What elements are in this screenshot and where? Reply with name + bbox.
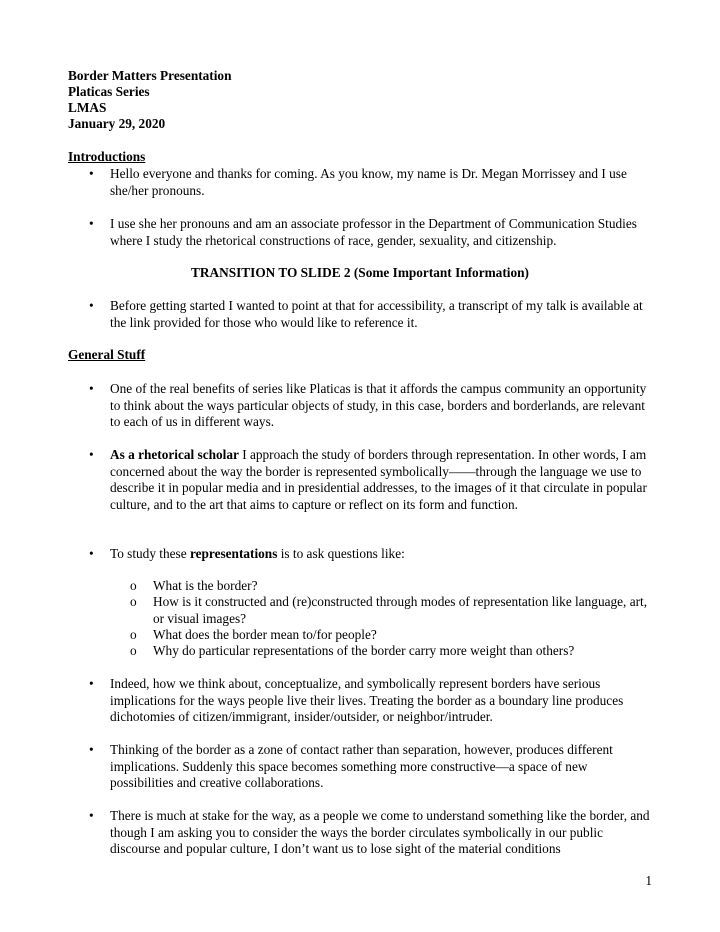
sub-item-2: How is it constructed and (re)constructed through modes of representation like language, art, or visual images? xyxy=(153,594,648,626)
bullet-glyph: • xyxy=(89,546,94,561)
bullet-glyph: • xyxy=(89,742,94,757)
general-bullet-2 xyxy=(110,447,650,513)
doc-series: Platicas Series xyxy=(68,84,150,99)
sub-bullet-glyph: o xyxy=(130,578,137,593)
sub-item-4: Why do particular representations of the border carry more weight than others? xyxy=(153,643,575,658)
bullet-glyph: • xyxy=(89,166,94,181)
general-bullet-6: There is much at stake for the way, as a people we come to understand something like the border, and though I am asking you to consider the ways the border circulates symbolically in our public discourse and popular culture, I don’t want us to lose sight of the material conditions xyxy=(110,808,650,856)
intro-bullet-1: Hello everyone and thanks for coming. As you know, my name is Dr. Megan Morrissey and I use she/her pronouns. xyxy=(110,166,627,198)
general-heading: General Stuff xyxy=(68,347,146,362)
sub-item-3: What does the border mean to/for people? xyxy=(153,627,377,642)
sub-bullet-glyph: o xyxy=(130,643,137,658)
general-bullet-5: Thinking of the border as a zone of contact rather than separation, however, produces different implications. Suddenly this space becomes something more constructive—a space of new possibilities and creative collaborations. xyxy=(110,742,613,790)
bullet-glyph: • xyxy=(89,808,94,823)
intro-bullet-3: Before getting started I wanted to point at that for accessibility, a transcript of my talk is available at the link provided for those who would like to reference it. xyxy=(110,298,643,330)
general-bullet-3 xyxy=(110,546,650,563)
doc-org: LMAS xyxy=(68,100,107,115)
page-number: 1 xyxy=(645,873,652,888)
bullet-glyph: • xyxy=(89,381,94,396)
doc-date: January 29, 2020 xyxy=(68,116,166,131)
general-bullet-3-post: is to ask questions like: xyxy=(277,546,405,561)
transition-note: TRANSITION TO SLIDE 2 (Some Important Information) xyxy=(191,265,529,280)
general-bullet-2-text: I approach the study of borders through representation. In other words, I am concerned about the way the border is represented symbolically——through the language we use to describe it in popular media and in presidential addresses, to the images of it that circulate in popular culture, and to the art that aims to capture or reflect on its form and function. xyxy=(110,447,647,512)
sub-item-1: What is the border? xyxy=(153,578,258,593)
bullet-glyph: • xyxy=(89,676,94,691)
intro-bullet-2: I use she her pronouns and am an associate professor in the Department of Communication Studies where I study the rhetorical constructions of race, gender, sexuality, and citizenship. xyxy=(110,216,637,248)
rhetorical-scholar-bold: As a rhetorical scholar xyxy=(110,447,239,462)
general-bullet-1: One of the real benefits of series like Platicas is that it affords the campus community an opportunity to think about the ways particular objects of study, in this case, borders and borderlands, are relevant to each of us in different ways. xyxy=(110,381,647,429)
doc-title: Border Matters Presentation xyxy=(68,68,232,83)
general-bullet-4: Indeed, how we think about, conceptualize, and symbolically represent borders have serious implications for the ways people live their lives. Treating the border as a boundary line produces dichotomies of citizen/immigrant, insider/outsider, or neighbor/intruder. xyxy=(110,676,624,724)
representations-bold: representations xyxy=(189,546,278,561)
sub-bullet-glyph: o xyxy=(130,594,137,609)
bullet-glyph: • xyxy=(89,298,94,313)
bullet-glyph: • xyxy=(89,216,94,231)
introductions-heading: Introductions xyxy=(68,149,146,164)
sub-bullet-glyph: o xyxy=(130,627,137,642)
bullet-glyph: • xyxy=(89,447,94,462)
general-bullet-3-pre: To study these xyxy=(110,546,190,561)
